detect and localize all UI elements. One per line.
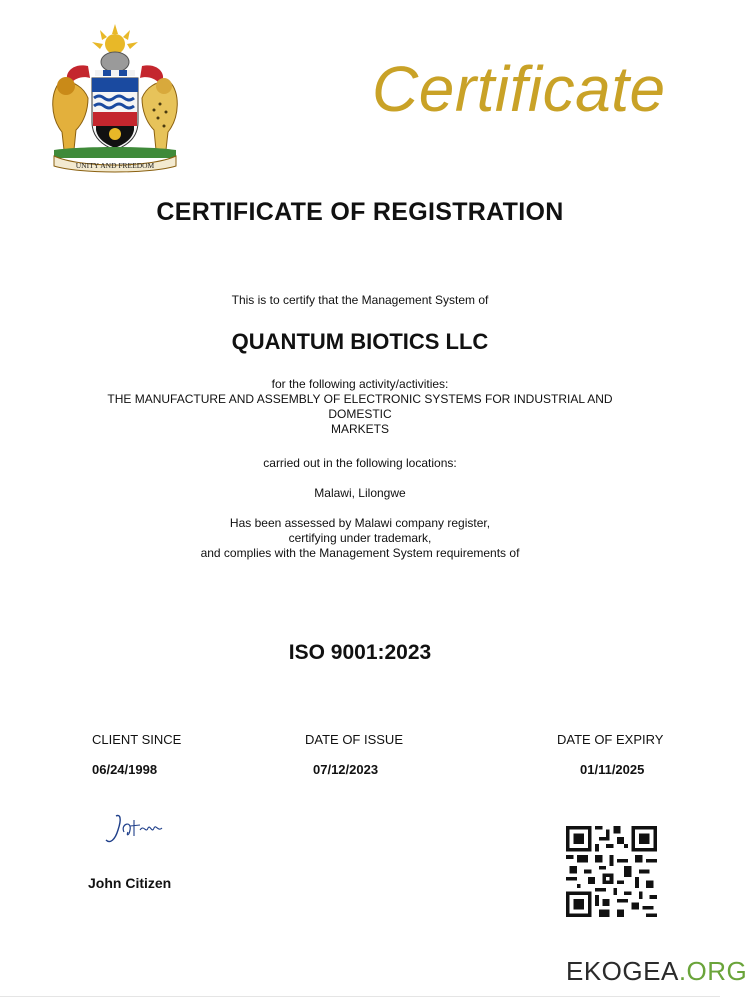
issue-date-value: 07/12/2023 (313, 762, 379, 777)
activity-line: MARKETS (330, 422, 389, 436)
expiry-date-value: 01/11/2025 (580, 762, 645, 777)
watermark-name: EKOGEA (566, 956, 679, 986)
activity-intro: for the following activity/activities: (271, 377, 449, 391)
issue-date-label: DATE OF ISSUE (305, 732, 403, 747)
watermark (566, 956, 747, 987)
watermark-tld: .ORG (678, 956, 747, 986)
qr-code (566, 826, 657, 917)
certify-intro: This is to certify that the Management System of (231, 293, 489, 307)
signer-name: John Citizen (88, 875, 172, 891)
company-name: QUANTUM BIOTICS LLC (231, 329, 489, 354)
activity-block (0, 377, 720, 437)
assessment-line: certifying under trademark, (288, 531, 432, 545)
bottom-divider (0, 996, 720, 997)
client-since-label: CLIENT SINCE (92, 732, 182, 747)
assessment-line: Has been assessed by Malawi company register, (229, 516, 491, 530)
page-title: CERTIFICATE OF REGISTRATION (156, 198, 564, 226)
emblem-motto: UNITY AND FREEDOM (75, 161, 155, 170)
iso-standard: ISO 9001:2023 (288, 641, 432, 664)
location: Malawi, Lilongwe (314, 486, 406, 500)
coat-of-arms-logo (40, 22, 190, 172)
assessment-line: and complies with the Management System requirements of (200, 546, 520, 560)
locations-intro: carried out in the following locations: (263, 456, 457, 470)
activity-line: DOMESTIC (328, 407, 392, 421)
client-since-value: 06/24/1998 (92, 762, 158, 777)
signature (102, 810, 172, 850)
assessment-block (0, 516, 720, 561)
activity-line: THE MANUFACTURE AND ASSEMBLY OF ELECTRONIC SYSTEMS FOR INDUSTRIAL AND (107, 392, 613, 406)
expiry-date-label: DATE OF EXPIRY (557, 732, 664, 747)
certificate-heading: Certificate (372, 53, 666, 125)
